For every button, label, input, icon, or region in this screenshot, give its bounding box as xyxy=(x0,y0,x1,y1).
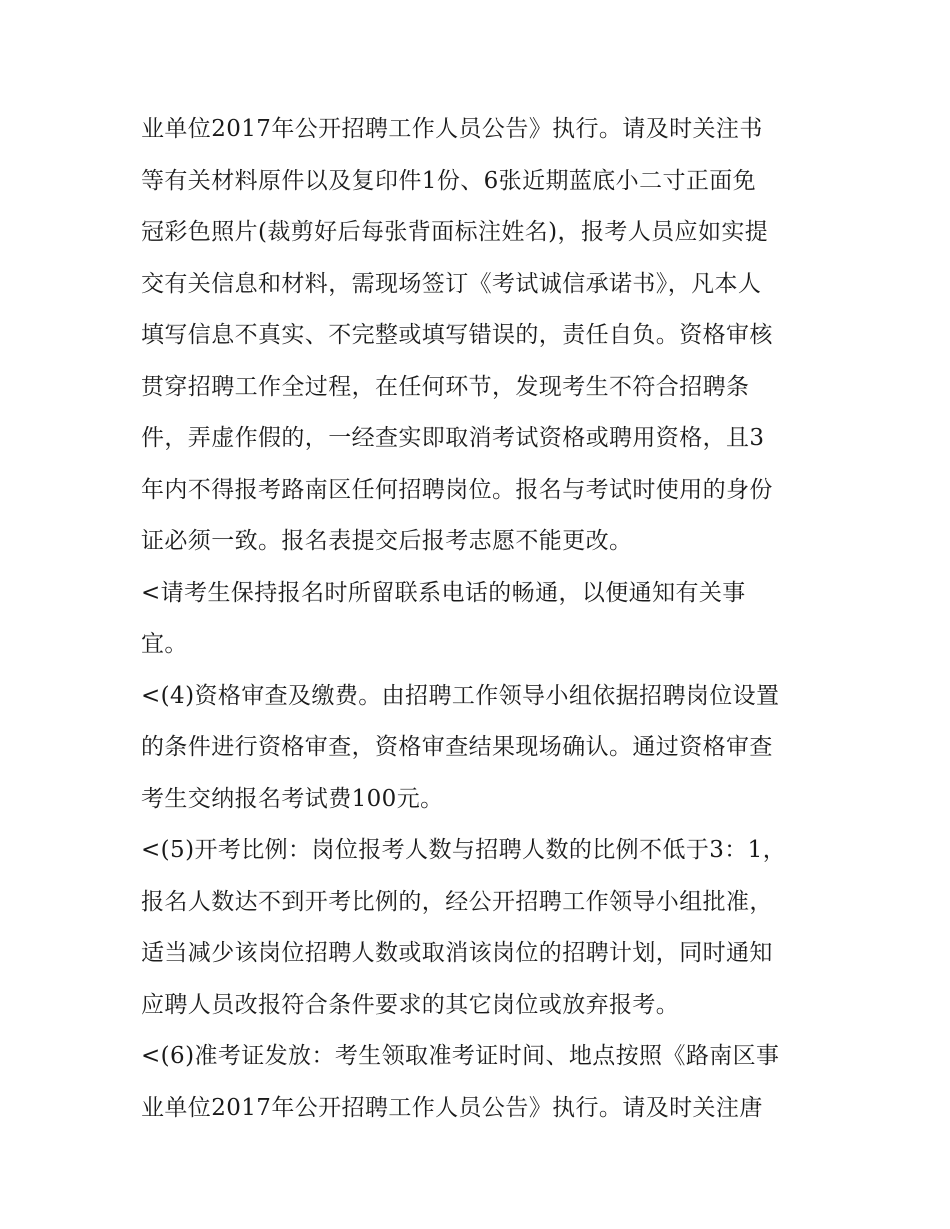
text-line: <(4)资格审查及缴费。由招聘工作领导小组依据招聘岗位设置 xyxy=(141,682,780,709)
text-line: 的条件进行资格审查，资格审查结果现场确认。通过资格审查 xyxy=(141,734,773,760)
text-line: 贯穿招聘工作全过程，在任何环节，发现考生不符合招聘条 xyxy=(141,373,750,400)
text-line: 应聘人员改报符合条件要求的其它岗位或放弃报考。 xyxy=(141,991,680,1018)
text-line: 证必须一致。报名表提交后报考志愿不能更改。 xyxy=(141,528,633,554)
text-line: 冠彩色照片(裁剪好后每张背面标注姓名)，报考人员应如实提 xyxy=(141,219,769,245)
text-line: <(5)开考比例：岗位报考人数与招聘人数的比例不低于3：1， xyxy=(141,837,787,863)
text-line: 适当减少该岗位招聘人数或取消该岗位的招聘计划，同时通知 xyxy=(141,940,773,966)
text-line: <请考生保持报名时所留联系电话的畅通，以便通知有关事 xyxy=(141,579,746,606)
body-text xyxy=(141,104,821,1134)
text-line: <(6)准考证发放：考生领取准考证时间、地点按照《路南区事 xyxy=(141,1043,780,1069)
text-line: 宜。 xyxy=(141,631,188,657)
text-line: 交有关信息和材料，需现场签订《考试诚信承诺书》，凡本人 xyxy=(141,270,762,297)
text-line: 件，弄虚作假的，一经查实即取消考试资格或聘用资格，且3 xyxy=(141,425,765,451)
text-line: 业单位2017年公开招聘工作人员公告》执行。请及时关注唐 xyxy=(141,1094,763,1121)
text-line: 业单位2017年公开招聘工作人员公告》执行。请及时关注书 xyxy=(141,116,763,142)
text-line: 年内不得报考路南区任何招聘岗位。报名与考试时使用的身份 xyxy=(141,476,773,503)
text-line: 填写信息不真实、不完整或填写错误的，责任自负。资格审核 xyxy=(141,322,773,348)
text-line: 报名人数达不到开考比例的，经公开招聘工作领导小组批准， xyxy=(141,888,773,915)
text-line: 考生交纳报名考试费100元。 xyxy=(141,785,444,812)
text-line: 等有关材料原件以及复印件1份、6张近期蓝底小二寸正面免 xyxy=(141,167,757,194)
